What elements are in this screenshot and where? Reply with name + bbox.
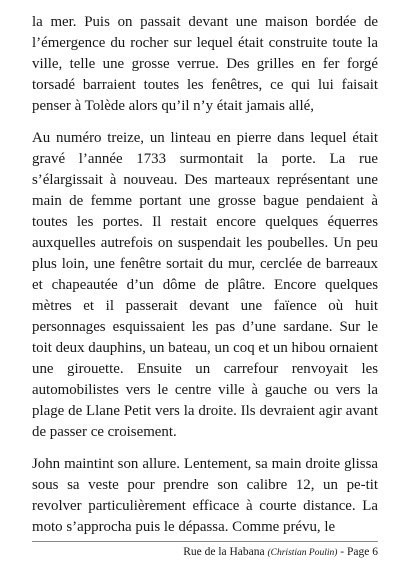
page-footer xyxy=(183,545,378,560)
footer-page-number: Page 6 xyxy=(347,546,378,558)
paragraph-2: Au numéro treize, un linteau en pierre dans lequel était gravé l’année 1733 surmontait la porte. La rue s’élargissait à nouveau. Des marteaux représentant une main de femme portant une grosse bague pendaient à toutes les portes. Il restait encore quelques équerres auxquelles autrefois on suspendait les poubelles. Un peu plus loin, une fenêtre sortait du mur, cerclée de barreaux et chapeautée d’un dôme de plâtre. Encore quelques mètres et il passerait devant une faïence où huit personnages esquissaient les pas d’une sardane. Sur le toit deux dauphins, un bateau, un coq et un hibou ornaient une girouette. Ensuite un carrefour renvoyait les automobilistes vers le centre ville à gauche ou vers la plage de Llane Petit vers la droite. Ils devraient agir avant de passer ce croisement. xyxy=(32,130,378,440)
footer-author: (Christian Poulin) xyxy=(267,548,338,558)
footer-rule xyxy=(32,541,378,542)
paragraph-3: John maintint son allure. Lentement, sa main droite glissa sous sa veste pour prendre son calibre 12, un pe-tit revolver particulièrement efficace à courte distance. La moto s’approcha puis le dépassa. Comme prévu, le xyxy=(32,456,378,535)
page-body xyxy=(32,12,378,538)
footer-book-title: Rue de la Habana xyxy=(183,546,265,558)
footer-separator: - xyxy=(340,546,345,558)
paragraph-1: la mer. Puis on passait devant une maison bordée de l’émergence du rocher sur lequel était construite toute la ville, telle une grosse verrue. Des grilles en fer forgé torsadé barraient toutes les fenêtres, ce qui lui faisait penser à Tolède alors qu’il n’y était jamais allé, xyxy=(32,14,378,114)
